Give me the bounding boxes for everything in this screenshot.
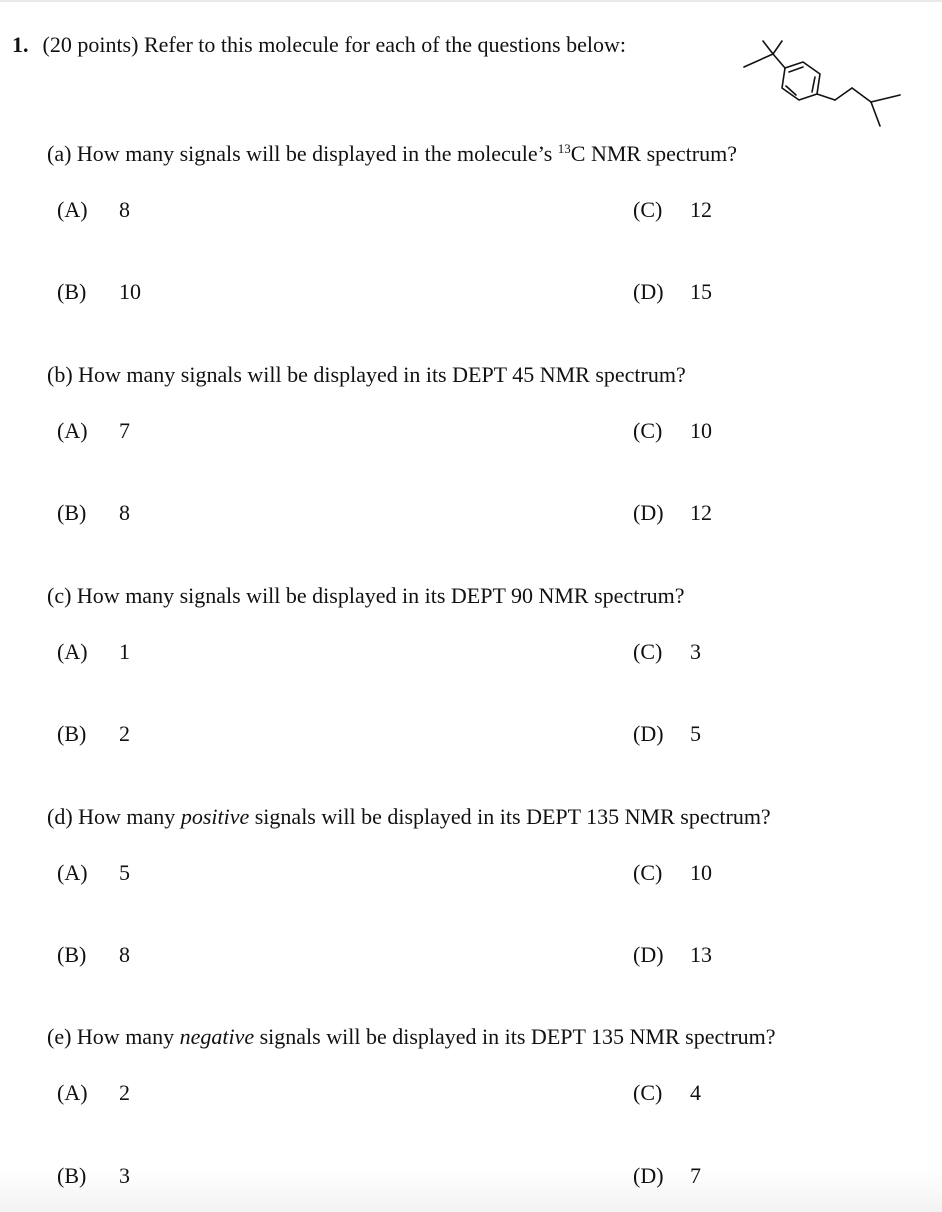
option-letter: (D) <box>633 279 664 304</box>
isobutyl-bond-3 <box>852 88 871 102</box>
part-a-option-d[interactable] <box>633 277 712 307</box>
question-number: 1. <box>12 32 29 57</box>
part-c-option-c[interactable] <box>633 637 701 667</box>
option-letter: (A) <box>57 860 88 885</box>
option-value: 2 <box>119 721 130 746</box>
option-value: 10 <box>119 279 141 304</box>
isobutyl-bond-2 <box>835 88 852 100</box>
part-d-option-a[interactable] <box>57 858 130 888</box>
part-e-stem <box>47 1022 776 1052</box>
option-letter: (D) <box>633 721 664 746</box>
isobutyl-bond-5 <box>871 102 880 126</box>
tbutyl-to-ring-bond <box>773 54 785 68</box>
ring-double-bond-1 <box>789 67 803 72</box>
option-letter: (C) <box>633 860 663 885</box>
part-d-stem-text-end: signals will be displayed in its DEPT 135 NMR spectrum? <box>249 804 771 829</box>
isobutyl-bond-1 <box>817 94 835 100</box>
option-letter: (A) <box>57 1080 88 1105</box>
option-value: 13 <box>690 942 712 967</box>
option-value: 12 <box>690 197 712 222</box>
part-d-option-d[interactable] <box>633 940 712 970</box>
option-value: 1 <box>119 639 130 664</box>
part-e-emphasis: negative <box>179 1024 255 1049</box>
option-letter: (B) <box>57 1163 87 1188</box>
tbutyl-bond-2 <box>773 41 782 54</box>
part-d-emphasis: positive <box>180 804 250 829</box>
part-e-option-a[interactable] <box>57 1078 130 1108</box>
part-e-option-b[interactable] <box>57 1161 130 1191</box>
option-value: 10 <box>690 418 712 443</box>
option-letter: (A) <box>57 418 88 443</box>
top-border <box>0 0 942 2</box>
part-e-option-d[interactable] <box>633 1161 701 1191</box>
part-a-superscript: 13 <box>557 141 571 156</box>
option-letter: (C) <box>633 197 663 222</box>
question-prompt: (20 points) Refer to this molecule for each of the questions below: <box>42 32 626 57</box>
option-letter: (A) <box>57 639 88 664</box>
tbutyl-bond-3 <box>744 54 773 67</box>
part-d-option-c[interactable] <box>633 858 712 888</box>
part-a-stem-text: (a) How many signals will be displayed in the molecule’s <box>47 141 558 166</box>
option-value: 8 <box>119 500 130 525</box>
part-a-option-a[interactable] <box>57 195 130 225</box>
option-letter: (D) <box>633 942 664 967</box>
part-e-option-c[interactable] <box>633 1078 701 1108</box>
part-b-option-a[interactable] <box>57 416 130 446</box>
option-letter: (B) <box>57 500 87 525</box>
option-letter: (B) <box>57 942 87 967</box>
part-a-option-c[interactable] <box>633 195 712 225</box>
option-value: 8 <box>119 197 130 222</box>
part-b-stem: (b) How many signals will be displayed in its DEPT 45 NMR spectrum? <box>47 362 686 387</box>
option-value: 2 <box>119 1080 130 1105</box>
option-value: 10 <box>690 860 712 885</box>
part-c-stem: (c) How many signals will be displayed in its DEPT 90 NMR spectrum? <box>47 583 685 608</box>
ring-double-bond-2 <box>812 77 815 92</box>
option-letter: (C) <box>633 639 663 664</box>
option-value: 5 <box>690 721 701 746</box>
part-d-option-b[interactable] <box>57 940 130 970</box>
option-value: 7 <box>690 1163 701 1188</box>
option-value: 4 <box>690 1080 701 1105</box>
part-d-stem <box>47 802 771 832</box>
part-e-stem-text: (e) How many <box>47 1024 180 1049</box>
part-a-option-b[interactable] <box>57 277 141 307</box>
isobutyl-bond-4 <box>871 95 900 102</box>
option-letter: (D) <box>633 500 664 525</box>
part-b-option-b[interactable] <box>57 498 130 528</box>
option-letter: (A) <box>57 197 88 222</box>
molecule-structure <box>735 36 905 128</box>
question-header <box>12 30 626 60</box>
option-value: 12 <box>690 500 712 525</box>
part-a-stem <box>47 139 737 169</box>
option-letter: (C) <box>633 418 663 443</box>
option-letter: (B) <box>57 721 87 746</box>
option-value: 3 <box>119 1163 130 1188</box>
option-value: 3 <box>690 639 701 664</box>
option-value: 7 <box>119 418 130 443</box>
part-b-option-c[interactable] <box>633 416 712 446</box>
option-letter: (D) <box>633 1163 664 1188</box>
tbutyl-bond-1 <box>763 41 773 54</box>
part-b-option-d[interactable] <box>633 498 712 528</box>
part-d-stem-text: (d) How many <box>47 804 181 829</box>
part-c-option-b[interactable] <box>57 719 130 749</box>
option-value: 5 <box>119 860 130 885</box>
part-a-stem-text-end: C NMR spectrum? <box>570 141 737 166</box>
part-e-stem-text-end: signals will be displayed in its DEPT 135 NMR spectrum? <box>254 1024 776 1049</box>
option-value: 8 <box>119 942 130 967</box>
option-letter: (B) <box>57 279 87 304</box>
part-c-option-a[interactable] <box>57 637 130 667</box>
option-letter: (C) <box>633 1080 663 1105</box>
part-c-option-d[interactable] <box>633 719 701 749</box>
option-value: 15 <box>690 279 712 304</box>
